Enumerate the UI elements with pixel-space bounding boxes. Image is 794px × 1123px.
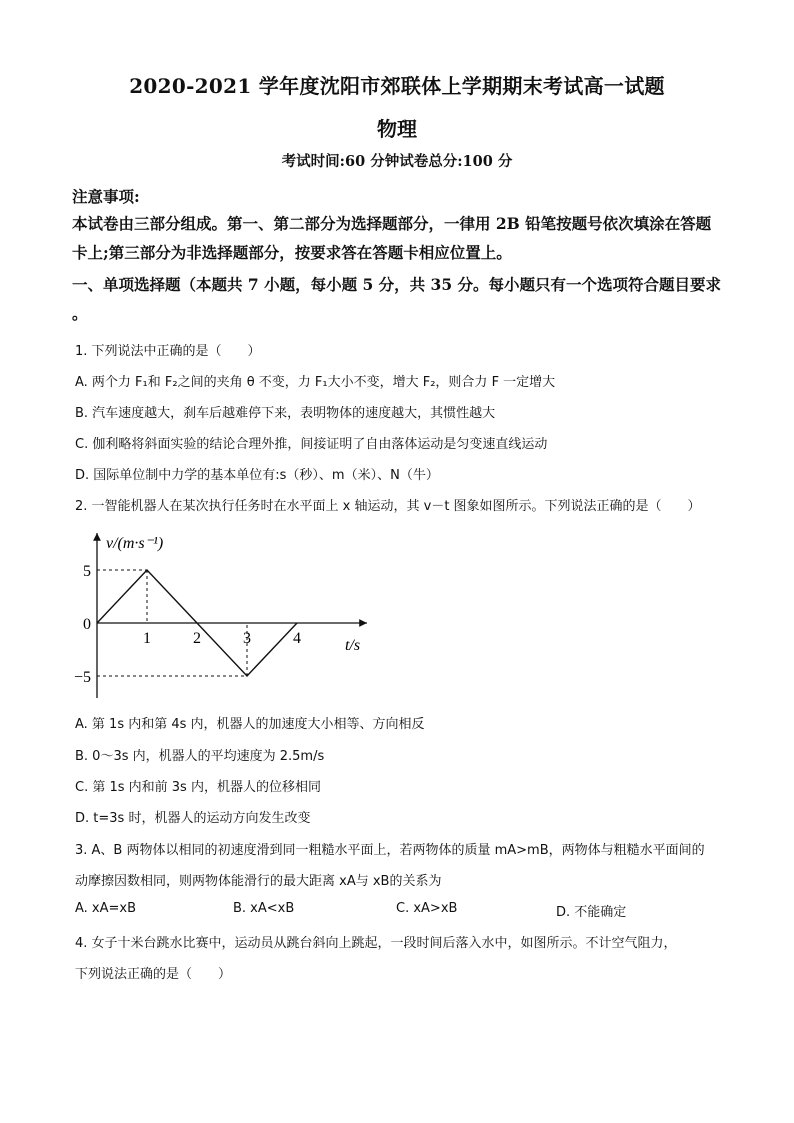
q2-option-b: B. 0～3s 内，机器人的平均速度为 2.5m/s (75, 749, 325, 764)
exam-info: 考试时间:60 分钟试卷总分:100 分 (281, 153, 513, 170)
x-tick-label: 1 (143, 630, 151, 647)
notice-line-2: 卡上;第三部分为非选择题部分，按要求答在答题卡相应位置上。 (72, 243, 512, 262)
exam-title: 2020-2021 学年度沈阳市郊联体上学期期末考试高一试题 (129, 74, 665, 98)
q1-option-a: A. 两个力 F₁和 F₂之间的夹角 θ 不变，力 F₁大小不变，增大 F₂，则合力 F 一定增大 (75, 375, 556, 390)
notice-line-1: 本试卷由三部分组成。第一、第二部分为选择题部分，一律用 2B 铅笔按题号依次填涂在答题 (72, 214, 712, 233)
notice-heading: 注意事项: (72, 187, 140, 206)
q3-option-b: B. xA<xB (233, 901, 295, 916)
subject-title: 物理 (377, 117, 417, 141)
y-tick-label: 5 (83, 563, 91, 580)
x-tick-label: 3 (243, 630, 251, 647)
x-tick-label: 2 (193, 630, 201, 647)
q2-option-c: C. 第 1s 内和前 3s 内，机器人的位移相同 (75, 780, 321, 795)
x-axis-label: t/s (345, 637, 361, 654)
vt-graph (72, 528, 372, 708)
y-tick-label: −5 (73, 669, 91, 686)
q2-option-a: A. 第 1s 内和第 4s 内，机器人的加速度大小相等、方向相反 (75, 717, 425, 732)
q3-option-c: C. xA>xB (396, 901, 458, 916)
y-axis-label: v/(m·s⁻¹) (106, 535, 164, 552)
q1-stem: 1. 下列说法中正确的是（ ） (75, 344, 261, 359)
section-heading: 一、单项选择题（本题共 7 小题，每小题 5 分，共 35 分。每小题只有一个选项符合题目要求 (72, 275, 722, 294)
q2-option-d: D. t=3s 时，机器人的运动方向发生改变 (75, 811, 311, 826)
q2-stem: 2. 一智能机器人在某次执行任务时在水平面上 x 轴运动，其 v－t 图象如图所示。下列说法正确的是（ ） (75, 499, 701, 514)
y-tick-label: 0 (83, 616, 91, 633)
q3-stem-2: 动摩擦因数相同，则两物体能滑行的最大距离 xA与 xB的关系为 (75, 874, 442, 889)
x-tick-label: 4 (293, 630, 301, 647)
q3-stem-1: 3. A、B 两物体以相同的初速度滑到同一粗糙水平面上，若两物体的质量 mA>mB，两物体与粗糙水平面间的 (75, 843, 705, 858)
q4-stem-2: 下列说法正确的是（ ） (75, 967, 232, 982)
section-heading-end: 。 (72, 304, 88, 323)
q1-option-b: B. 汽车速度越大，刹车后越难停下来，表明物体的速度越大，其惯性越大 (75, 406, 496, 421)
q4-stem-1: 4. 女子十米台跳水比赛中，运动员从跳台斜向上跳起，一段时间后落入水中，如图所示。不计空气阻力， (75, 936, 677, 951)
q1-option-c: C. 伽利略将斜面实验的结论合理外推，间接证明了自由落体运动是匀变速直线运动 (75, 437, 548, 452)
q3-option-d: D. 不能确定 (556, 905, 627, 920)
q3-option-a: A. xA=xB (75, 901, 137, 916)
q1-option-d: D. 国际单位制中力学的基本单位有:s（秒）、m（米）、N（牛） (75, 468, 439, 483)
